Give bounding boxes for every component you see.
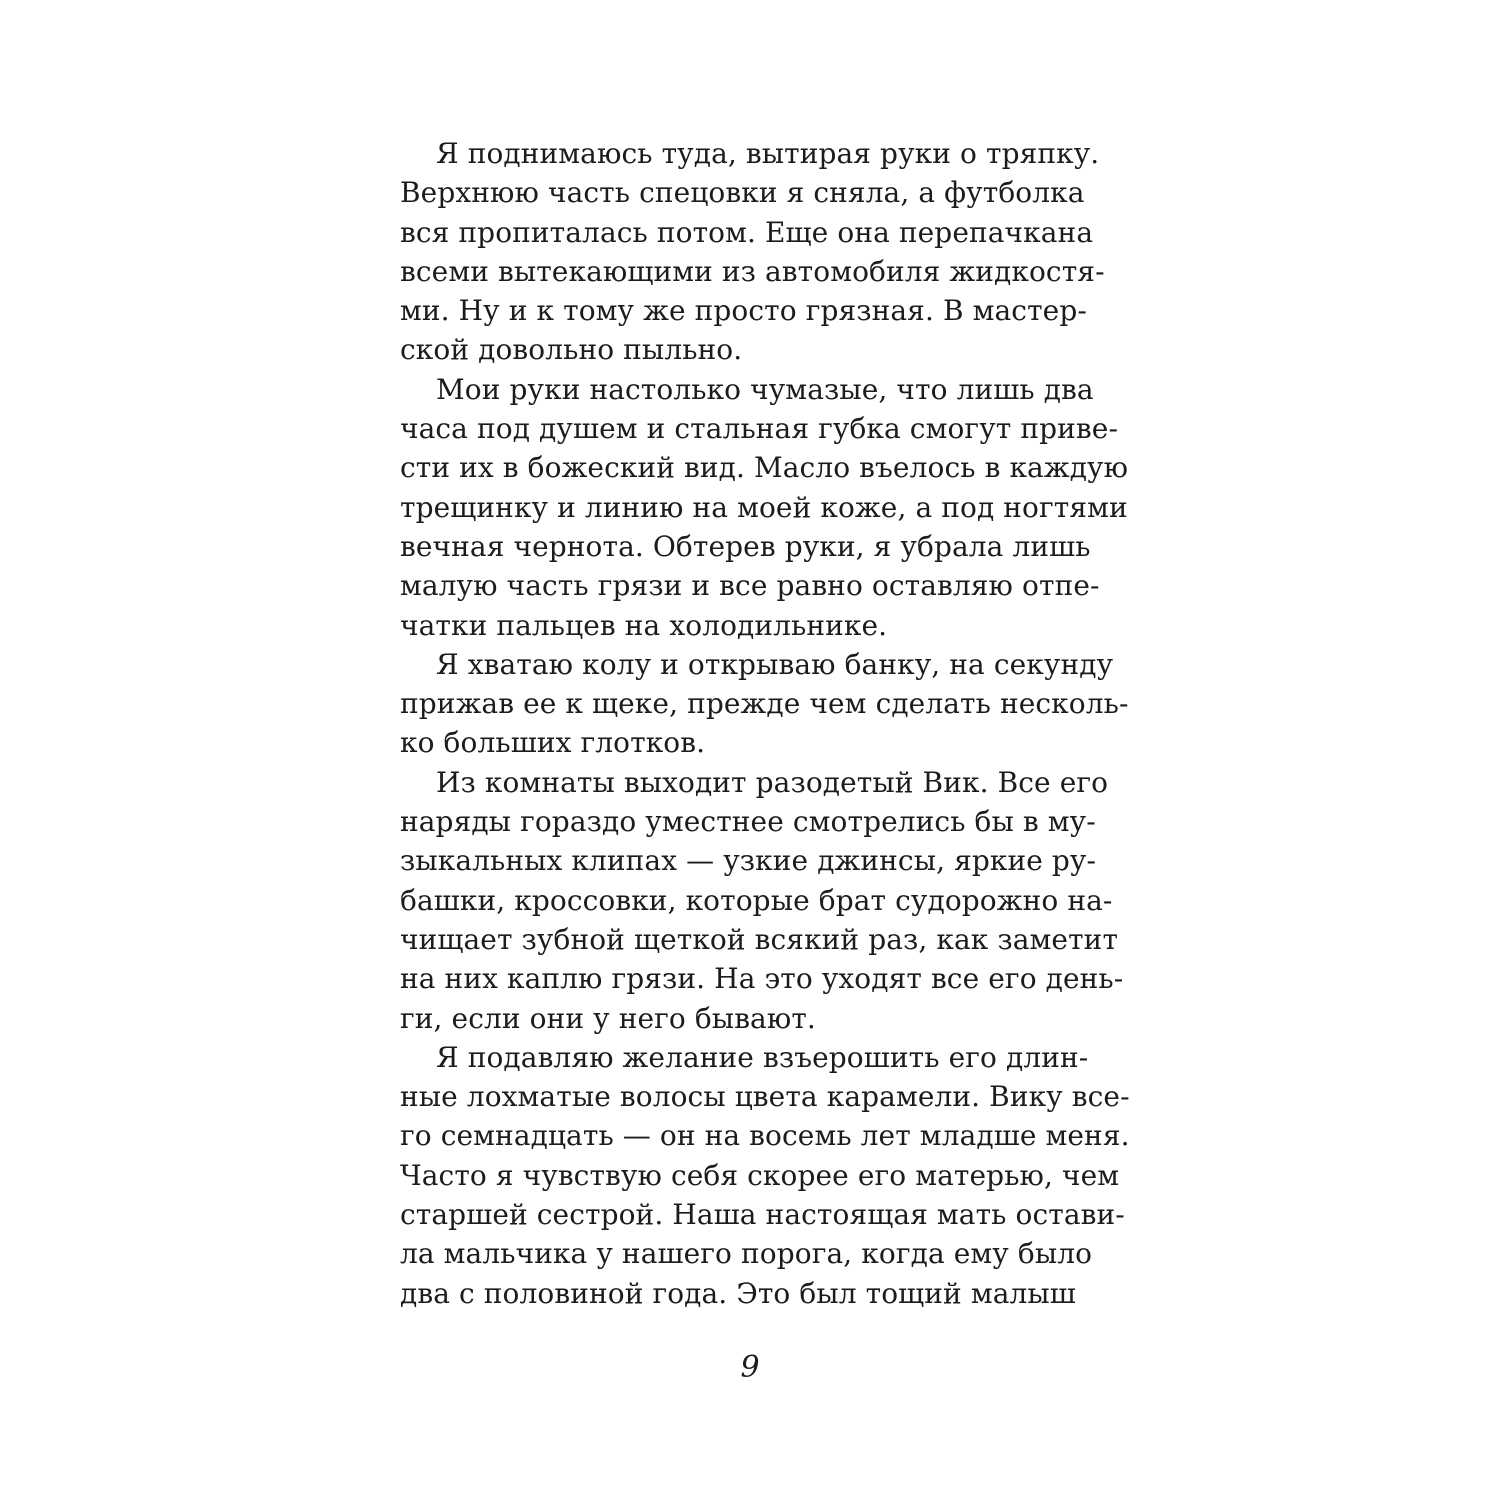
text-line: ми. Ну и к тому же просто грязная. В мастер- <box>400 294 1087 328</box>
text-line: зыкальных клипах — узкие джинсы, яркие ру- <box>400 844 1097 878</box>
paragraph <box>400 134 1105 370</box>
paragraph <box>400 1038 1130 1313</box>
text-line: старшей сестрой. Наша настоящая мать остави- <box>400 1198 1125 1232</box>
text-line: малую часть грязи и все равно оставляю отпе- <box>400 569 1100 603</box>
text-line: Я хватаю колу и открываю банку, на секунду <box>436 647 1114 681</box>
text-line: башки, кроссовки, которые брат судорожно на- <box>400 883 1113 917</box>
text-line: чатки пальцев на холодильнике. <box>400 608 888 642</box>
text-line: го семнадцать — он на восемь лет младше меня. <box>400 1119 1130 1153</box>
text-line: Я поднимаюсь туда, вытирая руки о тряпку. <box>436 137 1100 170</box>
paragraph <box>400 370 1129 645</box>
text-line: Верхнюю часть спецовки я сняла, а футболка <box>400 176 1085 210</box>
text-line: ко больших глотков. <box>400 726 706 760</box>
page-number: 9 <box>740 1350 760 1385</box>
text-line: на них каплю грязи. На это уходят все его день- <box>400 962 1124 996</box>
text-line: Мои руки настолько чумазые, что лишь два <box>436 372 1094 406</box>
text-line: Из комнаты выходит разодетый Вик. Все его <box>436 765 1109 799</box>
text-line: два с половиной года. Это был тощий малыш <box>400 1276 1076 1310</box>
text-line: вечная чернота. Обтерев руки, я убрала лишь <box>400 529 1091 563</box>
text-line: ные лохматые волосы цвета карамели. Вику все- <box>400 1080 1130 1114</box>
text-line: сти их в божеский вид. Масло въелось в каждую <box>400 451 1129 485</box>
text-line: ла мальчика у нашего порога, когда ему было <box>400 1237 1093 1271</box>
text-line: вся пропиталась потом. Еще она перепачкана <box>400 215 1094 249</box>
paragraph <box>400 645 1129 763</box>
text-line: часа под душем и стальная губка смогут приве- <box>400 412 1119 446</box>
text-line: Я подавляю желание взъерошить его длин- <box>436 1040 1089 1074</box>
text-line: всеми вытекающими из автомобиля жидкостя- <box>400 254 1105 288</box>
paragraph <box>400 763 1124 1038</box>
text-line: Часто я чувствую себя скорее его матерью, чем <box>400 1158 1120 1192</box>
text-line: наряды гораздо уместнее смотрелись бы в му- <box>400 805 1096 839</box>
text-line: ги, если они у него бывают. <box>400 1001 816 1035</box>
text-line: ской довольно пыльно. <box>400 333 743 367</box>
page-text <box>400 134 1130 1313</box>
text-line: чищает зубной щеткой всякий раз, как заметит <box>400 922 1119 956</box>
text-line: прижав ее к щеке, прежде чем сделать несколь- <box>400 687 1129 721</box>
text-line: трещинку и линию на моей коже, а под ногтями <box>400 490 1128 524</box>
